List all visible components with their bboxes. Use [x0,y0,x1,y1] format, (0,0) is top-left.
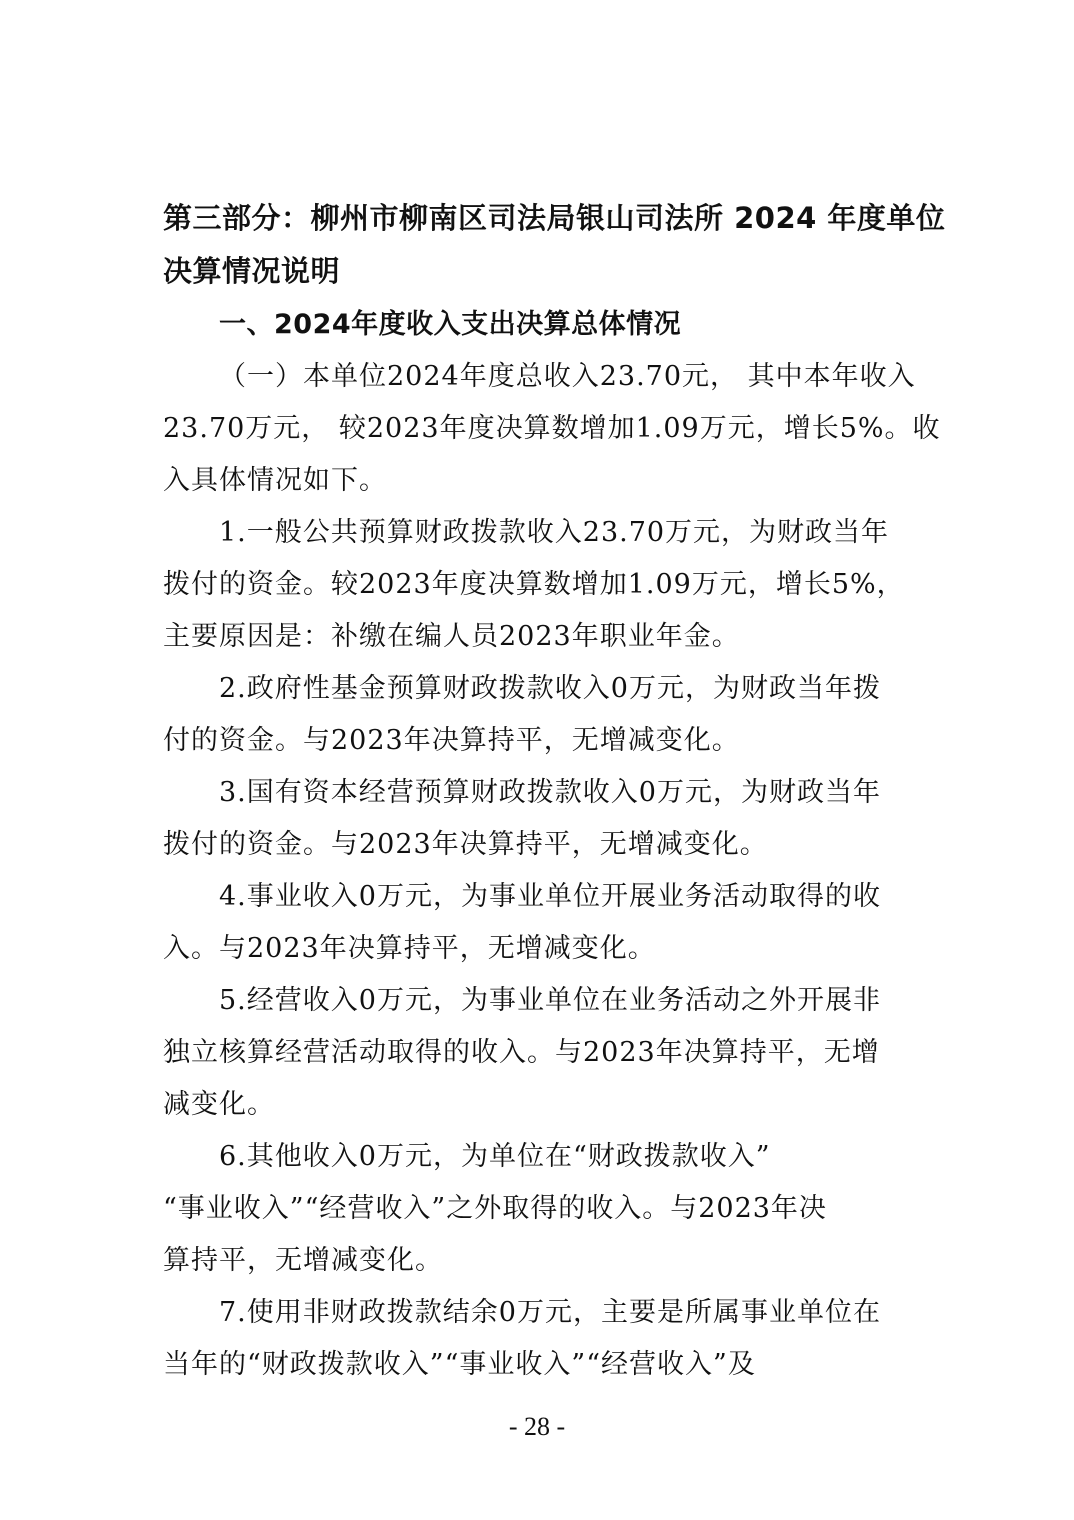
text-line: 当年的“财政拨款收入”“事业收入”“经营收入”及 [163,1349,756,1380]
text-line: 1.一般公共预算财政拨款收入23.70万元，为财政当年 [219,517,890,548]
text-line: 5.经营收入0万元，为事业单位在业务活动之外开展非 [219,985,881,1016]
paragraph-item-3 [163,767,911,871]
text-line: 主要原因是：补缴在编人员2023年职业年金。 [163,621,740,652]
section-heading: 一、2024年度收入支出决算总体情况 [219,309,682,340]
title-line: 决算情况说明 [163,254,341,288]
text-line: “事业收入”“经营收入”之外取得的收入。与2023年决 [163,1193,827,1224]
text-line: 入。与2023年决算持平，无增减变化。 [163,933,656,964]
document-body [163,192,946,1391]
document-title [163,192,946,298]
text-line: （一）本单位2024年度总收入23.70元， 其中本年收入 [219,361,916,392]
text-line: 拨付的资金。较2023年度决算数增加1.09万元，增长5%， [163,569,905,600]
text-line: 算持平，无增减变化。 [163,1245,443,1276]
text-line: 拨付的资金。与2023年决算持平，无增减变化。 [163,829,768,860]
text-line: 付的资金。与2023年决算持平，无增减变化。 [163,725,740,756]
text-line: 入具体情况如下。 [163,465,387,496]
paragraph-item-5 [163,975,911,1131]
paragraph-item-4 [163,871,911,975]
text-line: 独立核算经营活动取得的收入。与2023年决算持平，无增 [163,1037,880,1068]
text-line: 4.事业收入0万元，为事业单位开展业务活动取得的收 [219,881,881,912]
text-line: 3.国有资本经营预算财政拨款收入0万元，为财政当年 [219,777,881,808]
text-line: 6.其他收入0万元，为单位在“财政拨款收入” [219,1141,771,1172]
paragraph-item-7 [163,1287,911,1391]
text-line: 减变化。 [163,1089,275,1120]
paragraph-item-2 [163,663,911,767]
text-line: 2.政府性基金预算财政拨款收入0万元，为财政当年拨 [219,673,881,704]
text-line: 7.使用非财政拨款结余0万元，主要是所属事业单位在 [219,1297,881,1328]
title-line: 第三部分：柳州市柳南区司法局银山司法所 2024 年度单位 [163,201,946,235]
text-line: 23.70万元， 较2023年度决算数增加1.09万元，增长5%。收 [163,413,941,444]
paragraph-total-income [163,351,941,507]
page-number: - 28 - [508,1412,566,1441]
paragraph-item-1 [163,507,911,663]
paragraph-item-6 [163,1131,911,1287]
